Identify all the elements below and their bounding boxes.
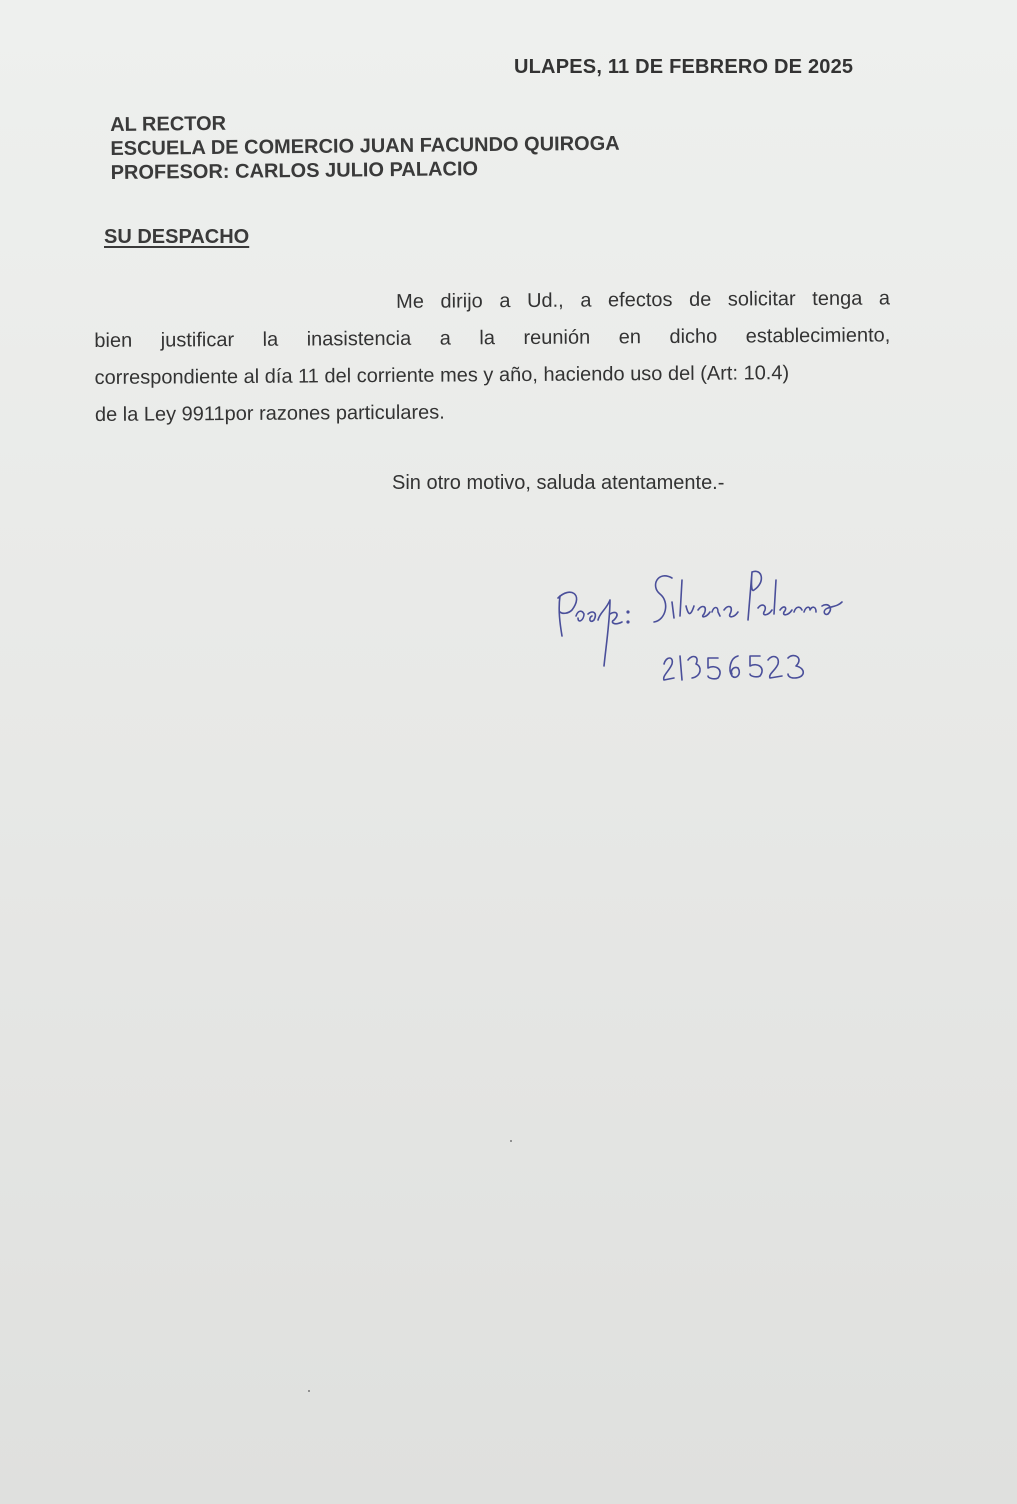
body-line-2-word: establecimiento, [745, 324, 891, 348]
body-line-2-word: a [439, 327, 451, 350]
recipient-title: AL RECTOR [110, 112, 227, 136]
body-line-2-word: en [618, 326, 641, 349]
body-line-1-word: de [688, 288, 712, 311]
scan-speck [510, 1140, 512, 1142]
body-line-2-word: dicho [669, 325, 718, 348]
body-line-4: de la Ley 9911por razones particulares. [94, 401, 445, 426]
handwritten-signature [548, 560, 858, 690]
scan-speck [308, 1390, 310, 1392]
body-line-1-word: a [499, 290, 511, 313]
date-line: ULAPES, 11 DE FEBRERO DE 2025 [514, 56, 854, 78]
closing-line: Sin otro motivo, saluda atentamente.- [392, 472, 725, 494]
body-line-1-word: solicitar [727, 288, 796, 311]
recipient-name: PROFESOR: CARLOS JULIO PALACIO [110, 158, 479, 184]
body-line-2-word: reunión [523, 326, 591, 350]
letter-body [94, 280, 891, 434]
body-line-3: correspondiente al día 11 del corriente mes y año, haciendo uso del (Art: 10.4) [94, 362, 790, 389]
body-line-2-word: bien [94, 329, 133, 352]
body-line-1-word: a [878, 287, 891, 310]
body-line-2 [94, 317, 890, 360]
body-line-1-word: tenga [812, 287, 863, 310]
body-line-2-word: justificar [160, 329, 235, 352]
body-line-1-word: a [580, 289, 592, 312]
body-line-2-word: la [479, 327, 495, 350]
body-line-2-word: la [262, 328, 279, 351]
recipient-block [110, 108, 620, 185]
body-line-1-word: dirijo [440, 290, 483, 313]
body-line-1-word: Ud., [526, 289, 564, 312]
body-line-1-word: efectos [607, 288, 673, 312]
heading-su-despacho: SU DESPACHO [104, 226, 250, 248]
body-line-2-word: inasistencia [306, 327, 412, 351]
body-line-1 [94, 280, 890, 323]
recipient-institution: ESCUELA DE COMERCIO JUAN FACUNDO QUIROGA [110, 132, 620, 160]
body-line-1-word: Me [396, 290, 424, 313]
